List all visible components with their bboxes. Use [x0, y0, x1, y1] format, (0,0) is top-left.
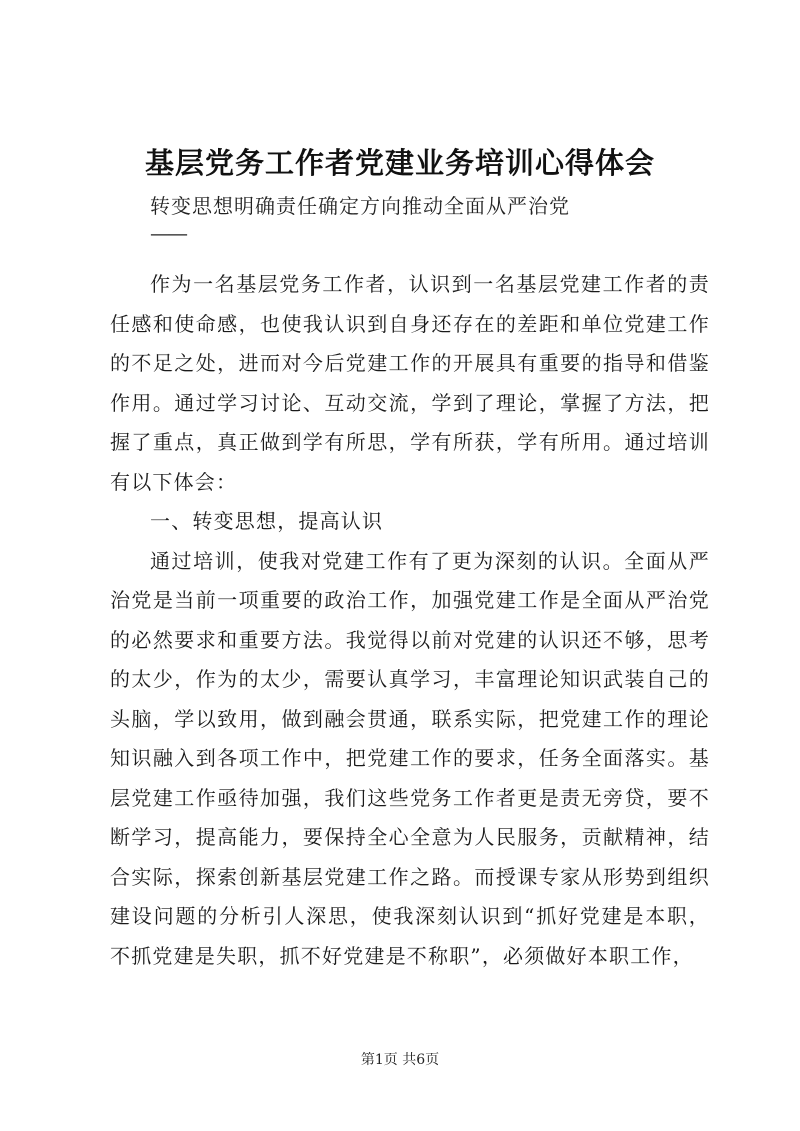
document-title: 基层党务工作者党建业务培训心得体会	[144, 146, 655, 180]
section-heading: 一、转变思想，提高认识	[150, 509, 384, 533]
page-footer: 第1页 共6页	[360, 1052, 440, 1068]
paragraph-section-1: 通过培训，使我对党建工作有了更为深刻的认识。全面从严治党是当前一项重要的政治工作，加强党建工作是全面从严治党的必然要求和重要方法。我觉得以前对党建的认识还不够，思考的太少，作为的太少，需要认真学习，丰富理论知识武装自己的头脑，学以致用，做到融会贯通，联系实际，把党建工作的理论知识融入到各项工作中，把党建工作的要求，任务全面落实。基层党建工作亟待加强，我们这些党务工作者更是责无旁贷，要不断学习，提高能力，要保持全心全意为人民服务，贡献精神，结合实际，探索创新基层党建工作之路。而授课专家从形势到组织建设问题的分析引人深思，使我深刻认识到“抓好党建是本职，不抓党建是失职，抓不好党建是不称职”，必须做好本职工作，	[110, 548, 710, 968]
document-subtitle: 转变思想明确责任确定方向推动全面从严治党	[150, 194, 570, 218]
paragraph-intro: 作为一名基层党务工作者，认识到一名基层党建工作者的责任感和使命感，也使我认识到自身还存在的差距和单位党建工作的不足之处，进而对今后党建工作的开展具有重要的指导和借鉴作用。通过学习讨论、互动交流，学到了理论，掌握了方法，把握了重点，真正做到学有所思，学有所获，学有所用。通过培训有以下体会：	[110, 272, 710, 494]
document-body	[110, 265, 710, 976]
subtitle-dash: ——	[150, 221, 186, 245]
